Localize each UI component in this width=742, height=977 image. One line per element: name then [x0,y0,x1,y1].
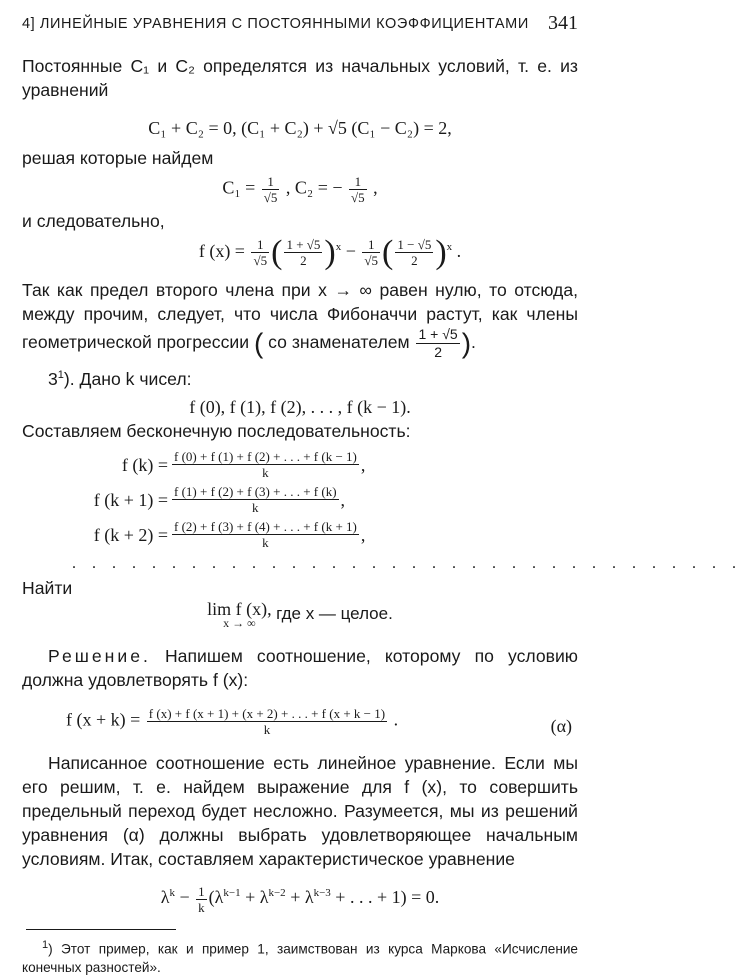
frac-den: √5 [364,253,379,269]
equation-constants [22,174,578,205]
fraction-golden [284,237,322,268]
fibonacci-end: . [471,332,476,353]
frac-num: 1 [349,174,367,190]
frac-num: f (0) + f (1) + f (2) + . . . + f (k − 1) [174,449,357,465]
char-exp-1: k−1 [223,887,241,900]
running-header [22,10,578,40]
paragraph-constants: Постоянные C₁ и C₂ определятся из начальных условий, т. е. из уравнений [22,56,578,100]
footnote-mark: 1 [57,369,64,382]
frac-den: k [262,465,269,481]
paragraph-find: Найти [22,578,73,599]
frac-den: k [198,899,205,915]
fibonacci-paren-text: со знаменателем [268,332,410,353]
frac-den: 2 [434,344,442,361]
frac-den: k [263,722,271,738]
paragraph-fibonacci [22,278,578,361]
example-number: 3 [48,369,58,390]
equation-limit [22,599,578,631]
paren-open: ( [271,233,283,271]
equation-f-of-x [22,233,578,271]
seq3-lhs: f (k + 2) = [93,524,168,545]
solution-text: Напишем соотношение, которому по условию должна удовлетворять f (x): [22,646,578,691]
eq2-c1: C₁ = [222,177,256,198]
frac-num: 1 [362,237,380,253]
char-exp-k: k [169,887,175,900]
frac-num: f (1) + f (2) + f (3) + . . . + f (k) [174,484,337,500]
frac-num: 1 [251,237,269,253]
footnote-text: ) Этот пример, как и пример 1, заимствован из курса Маркова «Исчисление конечных разностей». [22,941,578,976]
eq2-end: , [373,177,378,198]
frac-den: √5 [263,190,278,205]
paren-open: ( [253,327,264,359]
eq3-minus: − [345,241,356,261]
frac-num: 1 [198,883,205,899]
fraction-1-over-sqrt5-b [349,174,367,205]
seq1-lhs: f (k) = [121,454,168,475]
fraction-ratio [416,326,459,361]
frac-den: √5 [351,190,365,205]
eq2-c2: , C₂ = − [285,177,343,198]
eqa-fraction [147,706,387,737]
fraction-b [362,237,380,268]
char-lambda: λ [160,887,170,908]
paren-close: ) [461,327,472,359]
exponent-x: x [446,241,453,253]
char-body: (λ [208,887,224,908]
seq3-comma: , [360,524,366,545]
frac-den: √5 [253,253,268,269]
frac-den: 2 [300,253,307,269]
frac-num: 1 + √5 [418,326,458,343]
char-plus-1: + λ [240,887,269,908]
frac-num: 1 [262,174,280,190]
fibonacci-text: Так как предел второго члена при x → ∞ равен нулю, то отсюда, между прочим, следует, что числа Фибоначчи растут, как члены геометрической прогрессии [22,280,578,353]
solution-label: Решение. [48,646,151,667]
equation-initial-conditions: C₁ + C₂ = 0, (C₁ + C₂) + √5 (C₁ − C₂) = 2, [148,118,452,138]
sequence-row-1 [108,449,578,480]
frac-den: k [252,500,259,516]
footnote [22,936,578,977]
frac-num: 1 + √5 [286,237,321,253]
frac-den: 2 [411,253,418,269]
char-tail: + . . . + 1) = 0. [330,887,440,908]
header-title: 4] ЛИНЕЙНЫЕ УРАВНЕНИЯ С ПОСТОЯННЫМИ КОЭФФИЦИЕНТАМИ [22,16,529,32]
limit-top: lim f (x), [207,599,272,620]
limit-operator [207,599,272,631]
seq2-comma: , [340,489,346,510]
paragraph-consequently: и следовательно, [22,211,165,231]
example-text: ). Дано k чисел: [63,369,192,390]
char-fraction [196,884,207,915]
eq3-end: . [456,241,462,261]
char-minus: − [174,887,195,908]
exponent-x: x [335,241,342,253]
char-exp-3: k−3 [313,887,331,900]
paren-close: ) [435,233,447,271]
limit-bottom: x → ∞ [223,616,256,631]
paragraph-solving: решая которые найдем [22,148,214,168]
seq2-fraction [172,484,339,515]
seq3-fraction [172,519,359,550]
sequence-ellipsis: . . . . . . . . . . . . . . . . . . . . . . . . . . . . . . . . . . [72,555,742,573]
seq1-comma: , [360,454,366,475]
limit-tail: где x — целое. [276,604,393,624]
paren-close: ) [324,233,336,271]
seq1-fraction [172,449,359,480]
char-exp-2: k−2 [268,887,286,900]
fraction-conjugate [395,237,433,268]
paren-open: ( [382,233,394,271]
book-page [22,10,742,977]
equation-tag-alpha: (α) [550,716,572,737]
frac-den: k [262,535,269,551]
fraction-1-over-sqrt5 [262,174,280,205]
frac-num: f (x) + f (x + 1) + (x + 2) + . . . + f (x + k − 1) [148,706,386,722]
page-number: 341 [548,12,578,34]
paragraph-sequence: Составляем бесконечную последовательность: [22,421,411,442]
sequence-row-3 [93,519,578,551]
eqa-lhs: f (x + k) = [66,709,141,730]
paragraph-solution [22,644,578,692]
eq3-lhs: f (x) = [198,241,245,261]
footnote-divider [26,929,176,930]
frac-num: 1 − √5 [397,237,432,253]
paragraph-example-3 [22,363,578,391]
sequence-row-2 [93,484,578,516]
equation-given-numbers: f (0), f (1), f (2), . . . , f (k − 1). [189,397,411,418]
seq2-lhs: f (k + 1) = [93,489,168,510]
frac-num: f (2) + f (3) + f (4) + . . . + f (k + 1) [174,519,357,535]
equation-characteristic [22,881,578,914]
eqa-end: . [393,709,399,730]
paragraph-linear-equation: Написанное соотношение есть линейное уравнение. Если мы его решим, т. е. найдем выражение для f (x), то совершить предельный переход будет несложно. Разумеется, мы из решений уравнения (α) должны выбрать удовлетворяющее начальным условиям. Итак, составляем характеристическое уравнение [22,753,578,870]
fraction-a [251,237,269,268]
footnote-number: 1 [42,938,49,951]
sequence-block [22,449,578,550]
char-plus-2: + λ [285,887,314,908]
equation-alpha [22,706,578,737]
